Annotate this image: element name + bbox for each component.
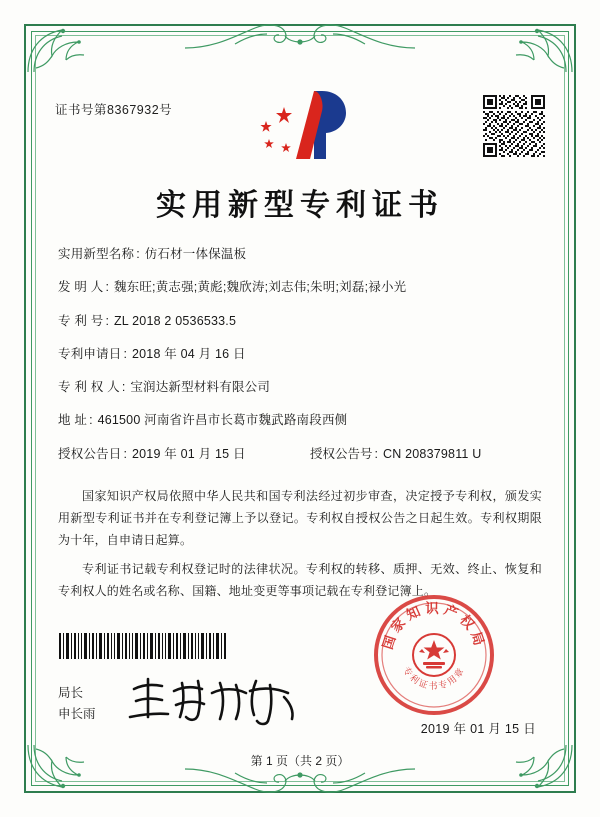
legal-text [58,485,542,608]
bottom-ornament-icon [175,765,425,795]
field-label: 专利申请日 [58,346,122,361]
field-separator: : [123,446,127,461]
page-title: 实用新型专利证书 [156,188,444,223]
field-row [58,245,542,264]
field-value-inventors: 魏东旺;黄志强;黄彪;魏欣涛;刘志伟;朱明;刘磊;禄小光 [113,280,407,295]
qr-code [483,95,545,157]
field-label: 授权公告日 [58,446,122,461]
field-value-grant-date: 2019 年 01 月 15 日 [132,446,246,461]
field-separator: : [105,313,109,328]
field-row [58,411,542,430]
legal-paragraph: 专利证书记载专利权登记时的法律状况。专利权的转移、质押、无效、终止、恢复和专利权人的姓名或名称、国籍、地址变更等事项记载在专利登记簿上。 [58,561,542,598]
field-value-application-date: 2018 年 04 月 16 日 [132,346,246,361]
field-separator: : [136,247,140,261]
director-title: 局长 [58,685,84,700]
field-label: 专 利 号 [58,313,104,328]
field-separator: : [105,280,109,295]
fields-list [58,245,542,478]
field-label: 地 址 [58,413,88,428]
field-separator: : [123,346,127,361]
cnipa-logo-icon [252,87,348,163]
svg-text:国家知识产权局: 国家知识产权局 [379,601,489,652]
top-ornament-icon [175,22,425,52]
field-row [58,378,542,397]
page-indicator: 第 1 页（共 2 页） [250,754,350,768]
director-signature [124,673,304,727]
svg-text:专利证书专用章: 专利证书专用章 [400,665,468,692]
field-label-grant-number: 授权公告号 [310,446,373,461]
director-name: 申长雨 [58,706,96,721]
legal-paragraph: 国家知识产权局依照中华人民共和国专利法经过初步审查，决定授予专利权，颁发实用新型专利证书并在专利登记簿上予以登记。专利权自授权公告之日起生效。专利权期限为十年，自申请日起算。 [58,489,542,548]
director-block [58,683,96,726]
field-label: 实用新型名称 [58,247,135,261]
official-seal [370,591,498,719]
field-separator: : [89,413,93,428]
field-separator: : [374,446,378,461]
field-separator: : [121,380,126,394]
field-value-invention-name: 仿石材一体保温板 [144,247,247,261]
field-value-grant-number: CN 208379811 U [383,446,482,461]
field-row [58,312,542,331]
certificate-number: 证书号第8367932号 [55,103,173,117]
field-row-grant [58,445,542,464]
field-label: 发 明 人 [58,280,104,295]
field-row [58,345,542,364]
field-value-patentee: 宝润达新型材料有限公司 [130,380,271,394]
field-label: 专 利 权 人 [58,380,120,394]
barcode [58,633,228,659]
certificate-content [50,55,550,767]
seal-date: 2019 年 01 月 15 日 [420,722,536,736]
field-value-patent-number: ZL 2018 2 0536533.5 [113,313,237,328]
field-row [58,278,542,297]
field-value-address: 461500 河南省许昌市长葛市魏武路南段西侧 [97,413,348,428]
